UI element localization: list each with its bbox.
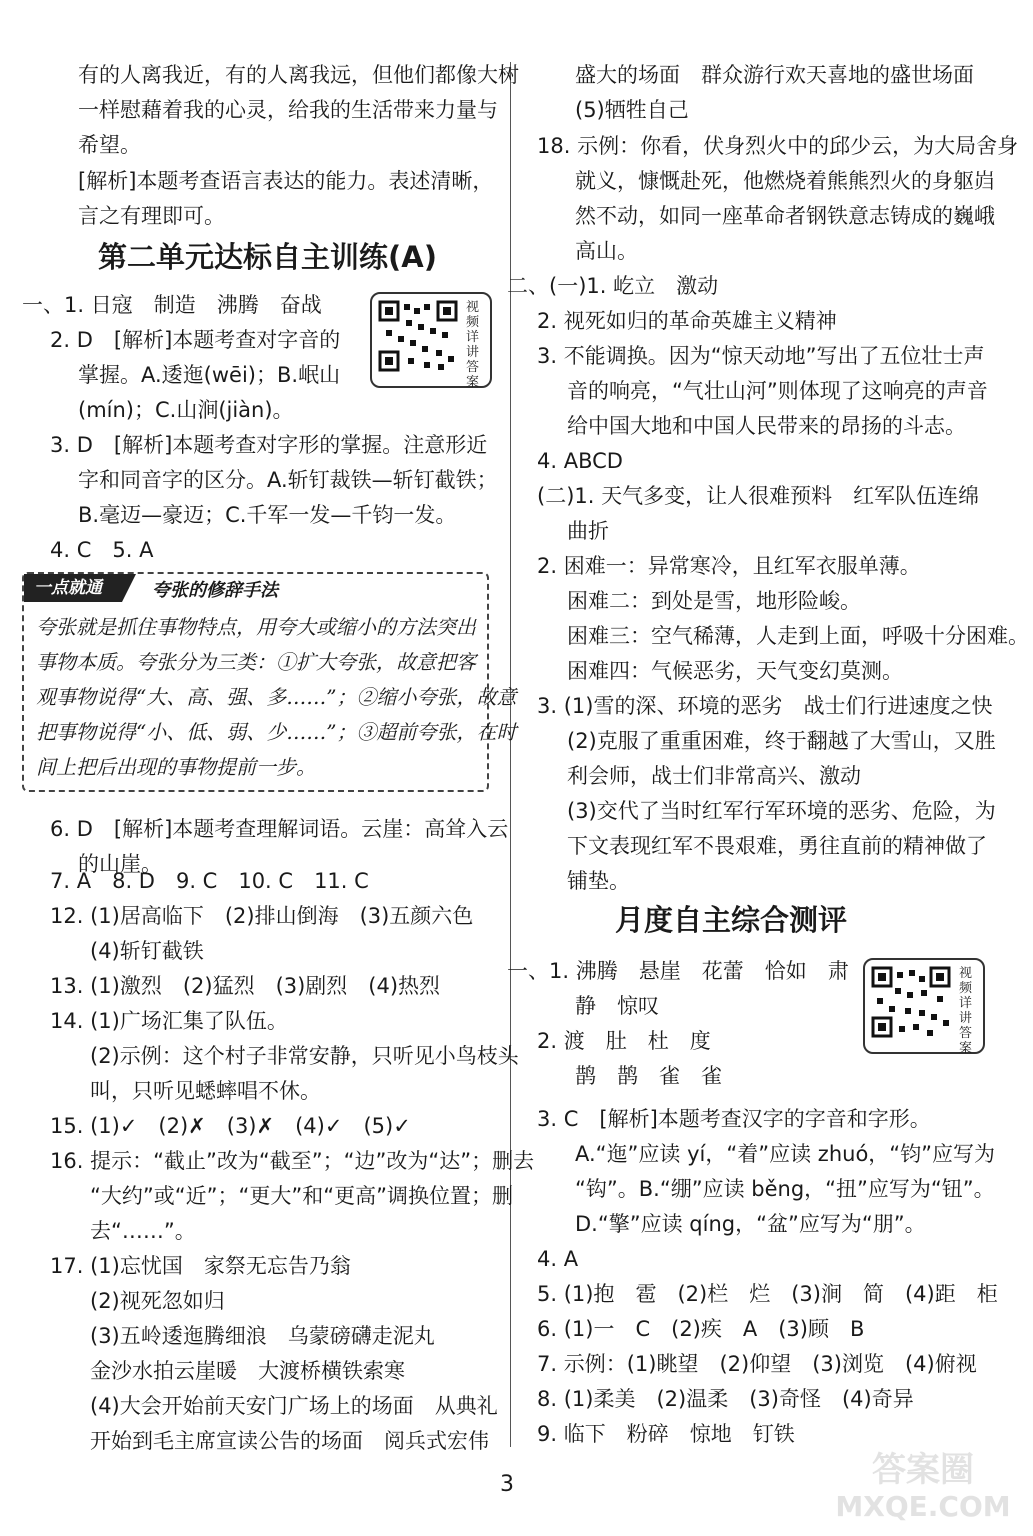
- text-line: 2. 渡 肚 杜 度: [537, 1029, 711, 1053]
- text-line: 7. A 8. D 9. C 10. C 11. C: [50, 869, 369, 893]
- text-line: 6. D [解析]本题考查理解词语。云崖：高耸入云: [50, 817, 509, 841]
- text-line: 音的响亮，“气壮山河”则体现了这响亮的声音: [567, 379, 988, 403]
- text-line: 一、1. 日寇 制造 沸腾 奋战: [22, 293, 322, 317]
- qr-code-icon: [378, 300, 458, 372]
- text-line: 17. (1)忘忧国 家祭无忘告乃翁: [50, 1254, 351, 1278]
- text-line: 就义，慷慨赴死，他燃烧着熊熊烈火的身躯岿: [575, 169, 995, 193]
- text-line: (3)交代了当时红军行军环境的恶劣、危险，为: [567, 799, 996, 823]
- text-line: “大约”或“近”；“更大”和“更高”调换位置；删: [90, 1184, 514, 1208]
- text-line: 3. 不能调换。因为“惊天动地”写出了五位壮士声: [537, 344, 985, 368]
- tip-badge-tail: [122, 574, 136, 602]
- qr-code-video[interactable]: [370, 292, 492, 388]
- text-line: 希望。: [78, 133, 141, 157]
- text-line: D.“擎”应读 qíng，“盆”应写为“朋”。: [575, 1212, 926, 1236]
- text-line: 一、1. 沸腾 悬崖 花蕾 恰如 肃: [507, 959, 849, 983]
- watermark-line: MXQE.COM: [835, 1490, 1011, 1523]
- text-line: 言之有理即可。: [78, 204, 225, 228]
- watermark-line: 答案圈: [872, 1450, 974, 1490]
- text-line: 15. (1)✓ (2)✗ (3)✗ (4)✓ (5)✓: [50, 1114, 411, 1138]
- text-line: 3. D [解析]本题考查对字形的掌握。注意形近: [50, 433, 488, 457]
- text-line: 困难二：到处是雪，地形险峻。: [567, 589, 861, 613]
- text-line: 给中国大地和中国人民带来的昂扬的斗志。: [567, 414, 966, 438]
- text-line: (4)大会开始前天安门广场上的场面 从典礼: [90, 1394, 498, 1418]
- text-line: 开始到毛主席宣读公告的场面 阅兵式宏伟: [90, 1429, 489, 1453]
- text-line: 去“……”。: [90, 1219, 196, 1243]
- tip-line: 间上把后出现的事物提前一步。: [36, 755, 316, 779]
- text-line: 4. A: [537, 1247, 579, 1271]
- tip-box: [22, 572, 517, 792]
- watermark: [823, 1450, 1023, 1530]
- qr-label: 视频详讲答案: [466, 300, 480, 390]
- tip-title: 夸张的修辞手法: [152, 580, 278, 601]
- text-line: 14. (1)广场汇集了队伍。: [50, 1009, 288, 1033]
- text-line: 16. 提示：“截止”改为“截至”；“边”改为“达”；删去: [50, 1149, 535, 1173]
- text-line: 2. 视死如归的革命英雄主义精神: [537, 309, 837, 333]
- text-line: [解析]本题考查语言表达的能力。表述清晰，: [78, 169, 494, 193]
- text-line: 掌握。A.逶迤(wēi)；B.岷山: [78, 363, 341, 387]
- text-line: 有的人离我近，有的人离我远，但他们都像大树: [78, 63, 519, 87]
- text-line: 18. 示例：你看，伏身烈火中的邱少云，为大局舍身: [537, 134, 1019, 158]
- text-line: 的山崖。: [78, 852, 162, 876]
- text-line: A.“迤”应读 yí，“着”应读 zhuó，“钧”应写为: [575, 1142, 996, 1166]
- text-line: (二)1. 天气多变，让人很难预料 红军队伍连绵: [537, 484, 980, 508]
- tip-line: 夸张就是抓住事物特点，用夸大或缩小的方法突出: [36, 615, 476, 639]
- text-line: (4)斩钉截铁: [90, 939, 204, 963]
- qr-code-video[interactable]: [863, 958, 985, 1054]
- text-line: 4. C 5. A: [50, 538, 154, 562]
- text-line: 7. 示例：(1)眺望 (2)仰望 (3)浏览 (4)俯视: [537, 1352, 977, 1376]
- text-line: (2)克服了重重困难，终于翻越了大雪山，又胜: [567, 729, 996, 753]
- qr-code-icon: [871, 966, 951, 1038]
- text-line: 3. C [解析]本题考查汉字的字音和字形。: [537, 1107, 931, 1131]
- section-title: 第二单元达标自主训练(A): [98, 240, 437, 274]
- text-line: 12. (1)居高临下 (2)排山倒海 (3)五颜六色: [50, 904, 474, 928]
- text-line: 金沙水拍云崖暖 大渡桥横铁索寒: [90, 1359, 405, 1383]
- text-line: 下文表现红军不畏艰难，勇往直前的精神做了: [567, 834, 987, 858]
- text-line: (2)视死忽如归: [90, 1289, 225, 1313]
- text-line: 9. 临下 粉碎 惊地 钉铁: [537, 1422, 795, 1446]
- text-line: 2. D [解析]本题考查对字音的: [50, 328, 341, 352]
- tip-badge: 一点就通: [24, 574, 122, 602]
- text-line: 盛大的场面 群众游行欢天喜地的盛世场面: [575, 63, 974, 87]
- text-line: 困难三：空气稀薄，人走到上面，呼吸十分困难。: [567, 624, 1029, 648]
- tip-line: 事物本质。夸张分为三类：①扩大夸张，故意把客: [36, 650, 476, 674]
- text-line: 一样慰藉着我的心灵，给我的生活带来力量与: [78, 98, 498, 122]
- text-line: (2)示例：这个村子非常安静，只听见小鸟枝头: [90, 1044, 519, 1068]
- text-line: 3. (1)雪的深、环境的恶劣 战士们行进速度之快: [537, 694, 993, 718]
- section-title: 月度自主综合测评: [615, 903, 848, 937]
- text-line: “钩”。B.“绷”应读 běng，“扭”应写为“钮”。: [575, 1177, 995, 1201]
- text-line: B.毫迈—豪迈；C.千军一发—千钧一发。: [78, 503, 457, 527]
- text-line: 静 惊叹: [575, 994, 659, 1018]
- text-line: 铺垫。: [567, 869, 630, 893]
- text-line: 叫，只听见蟋蟀唱不休。: [90, 1079, 321, 1103]
- text-line: 5. (1)抱 雹 (2)栏 烂 (3)涧 简 (4)距 柜: [537, 1282, 998, 1306]
- text-line: 鹊 鹊 雀 雀: [575, 1064, 722, 1088]
- text-line: 4. ABCD: [537, 449, 623, 473]
- text-line: 曲折: [567, 519, 609, 543]
- text-line: 然不动，如同一座革命者钢铁意志铸成的巍峨: [575, 204, 995, 228]
- tip-line: 观事物说得“大、高、强、多……”；②缩小夸张，故意: [36, 685, 517, 709]
- text-line: 困难四：气候恶劣，天气变幻莫测。: [567, 659, 903, 683]
- page-number: 3: [500, 1472, 514, 1497]
- tip-line: 把事物说得“小、低、弱、少……”；③超前夸张，在时: [36, 720, 517, 744]
- text-line: 字和同音字的区分。A.斩钉裁铁—斩钉截铁；: [78, 468, 498, 492]
- text-line: 二、(一)1. 屹立 激动: [507, 274, 719, 298]
- text-line: 高山。: [575, 239, 638, 263]
- text-line: 利会师，战士们非常高兴、激动: [567, 764, 861, 788]
- text-line: (5)牺牲自己: [575, 98, 689, 122]
- text-line: 13. (1)激烈 (2)猛烈 (3)剧烈 (4)热烈: [50, 974, 441, 998]
- qr-label: 视频详讲答案: [959, 966, 973, 1056]
- text-line: 8. (1)柔美 (2)温柔 (3)奇怪 (4)奇异: [537, 1387, 914, 1411]
- column-divider: [510, 62, 511, 1447]
- text-line: (mín)；C.山涧(jiàn)。: [78, 398, 294, 422]
- text-line: 2. 困难一：异常寒冷，且红军衣服单薄。: [537, 554, 921, 578]
- text-line: 6. (1)一 C (2)疾 A (3)顾 B: [537, 1317, 865, 1341]
- text-line: (3)五岭逶迤腾细浪 乌蒙磅礴走泥丸: [90, 1324, 435, 1348]
